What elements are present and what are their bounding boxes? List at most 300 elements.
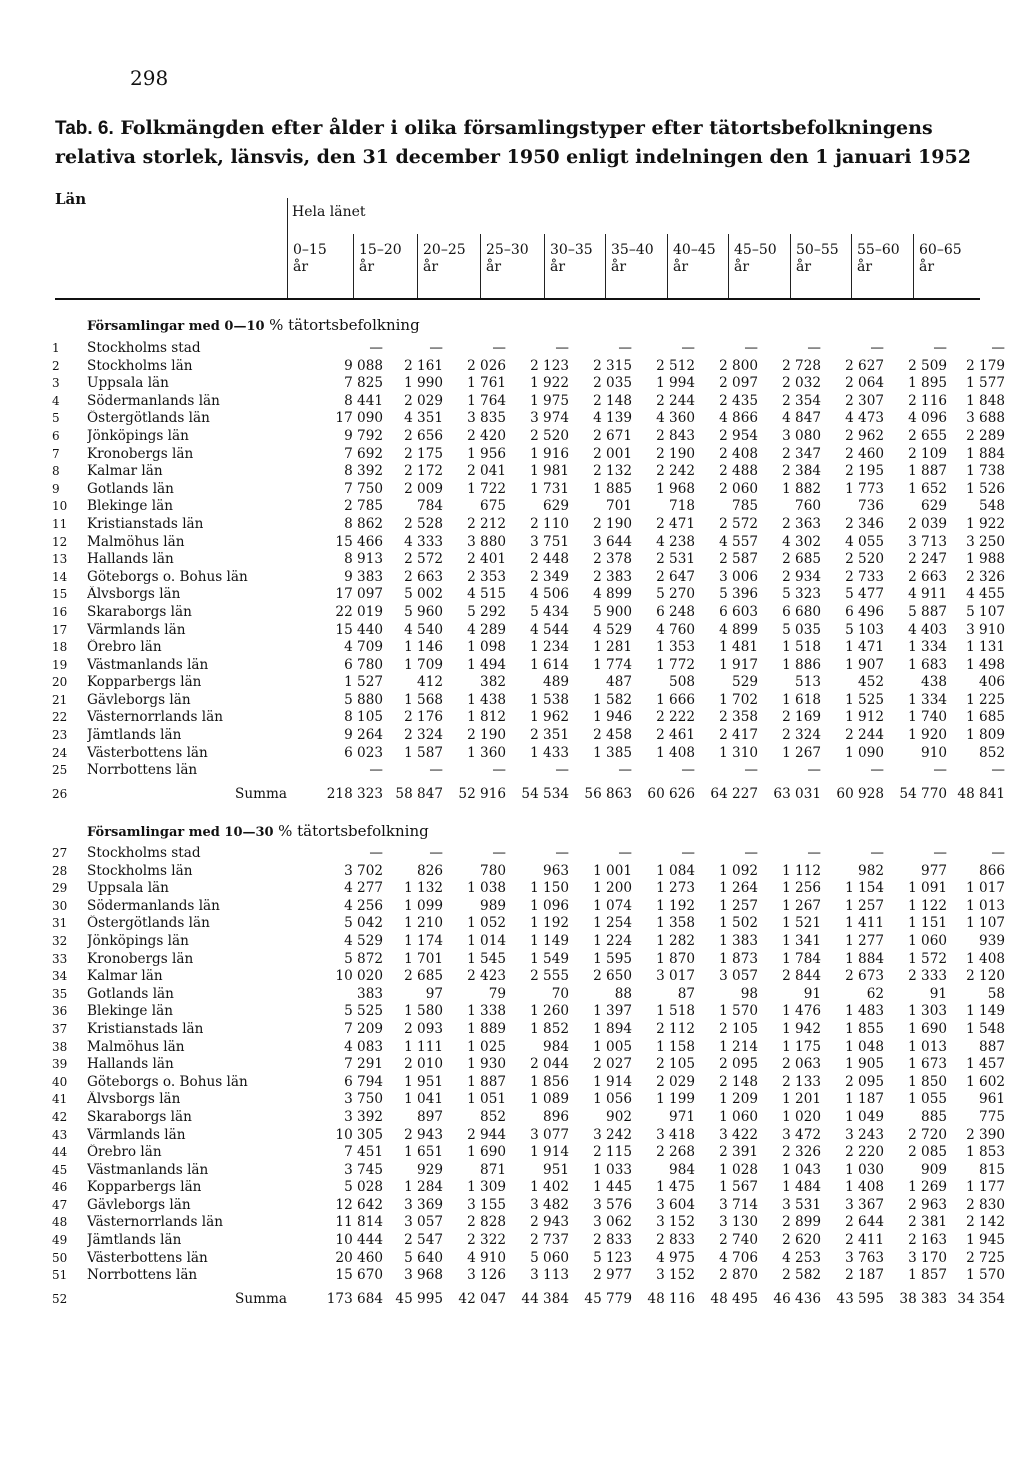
- value-cell: 1 107: [966, 915, 1005, 932]
- sum-value-cell: 58 847: [395, 786, 443, 803]
- value-cell: 2 093: [404, 1020, 443, 1037]
- value-cell: 3 369: [404, 1196, 443, 1213]
- county-name-cell: [87, 674, 293, 692]
- sum-value-cell: 46 436: [773, 1291, 821, 1308]
- value-cell: 1 577: [966, 375, 1005, 392]
- value-cell: —: [492, 340, 506, 356]
- value-cell: 2 326: [782, 1144, 821, 1161]
- table-row: [52, 1003, 1005, 1021]
- value-cell: 1 457: [966, 1056, 1005, 1073]
- value-cell: 11 814: [335, 1214, 383, 1231]
- value-cell: 887: [979, 1038, 1005, 1055]
- row-number: 45: [52, 1162, 68, 1177]
- row-number: 4: [52, 393, 60, 408]
- value-cell: 2 190: [656, 445, 695, 462]
- table-row: [52, 463, 1005, 481]
- value-cell: 1 433: [530, 744, 569, 761]
- value-cell: 885: [921, 1108, 947, 1125]
- age-range-label: 30–35: [550, 242, 593, 258]
- age-column-header: [611, 242, 654, 276]
- value-cell: 5 107: [966, 603, 1005, 620]
- county-name: Stockholms stad: [87, 340, 201, 356]
- table-row: [52, 727, 1005, 745]
- value-cell: 4 333: [404, 533, 443, 550]
- value-cell: —: [807, 762, 821, 779]
- value-cell: 1 567: [719, 1179, 758, 1196]
- section2-heading: [87, 822, 429, 840]
- age-column-header: [919, 242, 962, 276]
- value-cell: —: [618, 845, 632, 861]
- sum-value-cell: 48 495: [710, 1291, 758, 1308]
- value-cell: 1 702: [719, 691, 758, 708]
- value-cell: 2 740: [719, 1232, 758, 1249]
- value-cell: 2 187: [845, 1267, 884, 1284]
- value-cell: 5 103: [845, 621, 884, 638]
- value-cell: 1 334: [908, 639, 947, 656]
- row-number: 34: [52, 969, 68, 984]
- sum-value-cell: 52 916: [458, 786, 506, 803]
- value-cell: 1 922: [966, 515, 1005, 532]
- value-cell: 1 360: [467, 744, 506, 761]
- header-lan: Län: [55, 190, 87, 208]
- county-name: Stockholms stad: [87, 845, 201, 861]
- row-number: 47: [52, 1197, 68, 1212]
- value-cell: 2 943: [530, 1214, 569, 1231]
- row-number: 3: [52, 376, 60, 391]
- value-cell: 1 338: [467, 1003, 506, 1020]
- value-cell: —: [555, 845, 569, 861]
- value-cell: 2 572: [404, 551, 443, 568]
- value-cell: 1 273: [656, 880, 695, 897]
- value-cell: 1 981: [530, 463, 569, 480]
- table-row: [52, 692, 1005, 710]
- county-name: Gotlands län: [87, 985, 174, 1002]
- value-cell: 1 091: [908, 880, 947, 897]
- value-cell: 2 148: [719, 1073, 758, 1090]
- value-cell: 2 105: [656, 1056, 695, 1073]
- value-cell: 1 962: [530, 709, 569, 726]
- county-name: Västerbottens län: [87, 744, 208, 761]
- value-cell: 1 914: [530, 1144, 569, 1161]
- value-cell: 3 126: [467, 1267, 506, 1284]
- value-cell: 4 899: [719, 621, 758, 638]
- county-name: Jämtlands län: [87, 727, 182, 744]
- county-name: Östergötlands län: [87, 410, 210, 427]
- value-cell: 91: [929, 985, 947, 1002]
- value-cell: 1 043: [782, 1161, 821, 1178]
- table-row: [52, 880, 1005, 898]
- value-cell: 4 706: [719, 1249, 758, 1266]
- value-cell: 87: [677, 985, 695, 1002]
- value-cell: 1 092: [719, 862, 758, 879]
- age-column-header: [796, 242, 839, 276]
- value-cell: 1 518: [782, 639, 821, 656]
- value-cell: 1 945: [966, 1232, 1005, 1249]
- value-cell: —: [429, 845, 443, 861]
- value-cell: 2 032: [782, 375, 821, 392]
- value-cell: 760: [795, 498, 821, 515]
- value-cell: 1 445: [593, 1179, 632, 1196]
- county-name-cell: [87, 1127, 293, 1145]
- value-cell: 2 383: [593, 568, 632, 585]
- value-cell: 1 895: [908, 375, 947, 392]
- value-cell: 4 760: [656, 621, 695, 638]
- county-name-cell: [87, 622, 293, 640]
- age-unit-label: år: [550, 259, 566, 275]
- value-cell: 5 900: [593, 603, 632, 620]
- value-cell: 1 267: [782, 897, 821, 914]
- table-row: [52, 481, 1005, 499]
- age-column-header: [486, 242, 529, 276]
- value-cell: 866: [979, 862, 1005, 879]
- value-cell: 3 576: [593, 1196, 632, 1213]
- value-cell: 3 130: [719, 1214, 758, 1231]
- value-cell: 2 029: [404, 392, 443, 409]
- county-name-cell: [87, 481, 293, 499]
- value-cell: 2 029: [656, 1073, 695, 1090]
- column-divider: [667, 234, 668, 298]
- value-cell: 1 192: [530, 915, 569, 932]
- county-name-cell: [87, 375, 293, 393]
- value-cell: 2 322: [467, 1232, 506, 1249]
- value-cell: 1 146: [404, 639, 443, 656]
- value-cell: 1 358: [656, 915, 695, 932]
- row-number: 30: [52, 898, 68, 913]
- value-cell: 1 151: [908, 915, 947, 932]
- table-row: [52, 1197, 1005, 1215]
- value-cell: 2 582: [782, 1267, 821, 1284]
- age-range-label: 55–60: [857, 242, 900, 258]
- sum-row: [52, 780, 1005, 810]
- table-row: [52, 516, 1005, 534]
- value-cell: 4 975: [656, 1249, 695, 1266]
- value-cell: 2 977: [593, 1267, 632, 1284]
- value-cell: —: [807, 845, 821, 861]
- value-cell: 1 526: [966, 480, 1005, 497]
- value-cell: 1 549: [530, 950, 569, 967]
- value-cell: 9 383: [344, 568, 383, 585]
- value-cell: 2 828: [467, 1214, 506, 1231]
- value-cell: 1 041: [404, 1091, 443, 1108]
- county-name: Värmlands län: [87, 1126, 186, 1143]
- value-cell: 1 917: [719, 656, 758, 673]
- value-cell: —: [870, 845, 884, 861]
- value-cell: 1 572: [908, 950, 947, 967]
- county-name-cell: [87, 1267, 293, 1285]
- table-title: [55, 114, 995, 171]
- row-number: 49: [52, 1233, 68, 1248]
- value-cell: 4 277: [344, 880, 383, 897]
- county-name-cell: [87, 604, 293, 622]
- value-cell: —: [618, 340, 632, 356]
- value-cell: 1 848: [966, 392, 1005, 409]
- value-cell: 1 385: [593, 744, 632, 761]
- age-unit-label: år: [673, 259, 689, 275]
- county-name: Stockholms län: [87, 862, 193, 879]
- value-cell: 2 671: [593, 427, 632, 444]
- county-name-cell: [87, 569, 293, 587]
- value-cell: 2 349: [530, 568, 569, 585]
- value-cell: 1 132: [404, 880, 443, 897]
- value-cell: 2 324: [782, 727, 821, 744]
- value-cell: 910: [921, 744, 947, 761]
- value-cell: 1 922: [530, 375, 569, 392]
- county-name: Östergötlands län: [87, 915, 210, 932]
- value-cell: 5 880: [344, 691, 383, 708]
- value-cell: —: [991, 340, 1005, 356]
- value-cell: 2 685: [782, 551, 821, 568]
- table-row: [52, 1144, 1005, 1162]
- value-cell: 2 644: [845, 1214, 884, 1231]
- value-cell: 2 663: [908, 568, 947, 585]
- sum-value-cell: 60 626: [647, 786, 695, 803]
- value-cell: 8 913: [344, 551, 383, 568]
- sum-value-cell: 43 595: [836, 1291, 884, 1308]
- value-cell: 1 518: [656, 1003, 695, 1020]
- section2-pct: % tätortsbefolkning: [278, 822, 429, 840]
- value-cell: 1 096: [530, 897, 569, 914]
- row-number: 2: [52, 358, 60, 373]
- age-unit-label: år: [919, 259, 935, 275]
- value-cell: 70: [551, 985, 569, 1002]
- value-cell: 2 488: [719, 463, 758, 480]
- county-name: Älvsborgs län: [87, 1091, 181, 1108]
- value-cell: 5 035: [782, 621, 821, 638]
- table-row: [52, 1091, 1005, 1109]
- value-cell: 7 209: [344, 1020, 383, 1037]
- value-cell: 4 083: [344, 1038, 383, 1055]
- value-cell: 1 150: [530, 880, 569, 897]
- value-cell: 2 627: [845, 357, 884, 374]
- value-cell: 2 179: [966, 357, 1005, 374]
- value-cell: 826: [417, 862, 443, 879]
- value-cell: 15 670: [335, 1267, 383, 1284]
- value-cell: 2 116: [908, 392, 947, 409]
- value-cell: 1 990: [404, 375, 443, 392]
- county-name: Malmöhus län: [87, 533, 185, 550]
- row-number: 35: [52, 986, 68, 1001]
- value-cell: 1 481: [719, 639, 758, 656]
- value-cell: —: [369, 845, 383, 861]
- value-cell: 2 785: [344, 498, 383, 515]
- value-cell: 1 673: [908, 1056, 947, 1073]
- value-cell: —: [744, 762, 758, 779]
- row-number: 14: [52, 569, 68, 584]
- value-cell: 929: [417, 1161, 443, 1178]
- value-cell: 1 048: [845, 1038, 884, 1055]
- value-cell: 1 056: [593, 1091, 632, 1108]
- row-number: 23: [52, 728, 68, 743]
- table-row: [52, 428, 1005, 446]
- value-cell: 3 751: [530, 533, 569, 550]
- value-cell: 2 435: [719, 392, 758, 409]
- value-cell: 1 051: [467, 1091, 506, 1108]
- value-cell: 2 547: [404, 1232, 443, 1249]
- value-cell: 1 013: [908, 1038, 947, 1055]
- value-cell: 2 307: [845, 392, 884, 409]
- value-cell: —: [744, 340, 758, 356]
- value-cell: 10 020: [335, 968, 383, 985]
- column-divider: [353, 234, 354, 298]
- value-cell: 3 392: [344, 1108, 383, 1125]
- value-cell: 412: [417, 674, 443, 691]
- value-cell: 452: [858, 674, 884, 691]
- value-cell: 1 884: [845, 950, 884, 967]
- value-cell: 2 954: [719, 427, 758, 444]
- value-cell: 2 026: [467, 357, 506, 374]
- county-name: Gävleborgs län: [87, 1196, 191, 1213]
- table-row: [52, 340, 1005, 358]
- value-cell: 3 482: [530, 1196, 569, 1213]
- county-name-cell: [87, 933, 293, 951]
- county-name-cell: [87, 446, 293, 464]
- value-cell: 2 353: [467, 568, 506, 585]
- value-cell: 1 112: [782, 862, 821, 879]
- county-name-cell: [87, 915, 293, 933]
- row-number: 6: [52, 428, 60, 443]
- age-unit-label: år: [423, 259, 439, 275]
- county-name: Västernorrlands län: [87, 709, 224, 726]
- county-name: Jönköpings län: [87, 427, 189, 444]
- value-cell: 1 149: [966, 1003, 1005, 1020]
- value-cell: 1 690: [908, 1020, 947, 1037]
- value-cell: —: [870, 340, 884, 356]
- value-cell: 4 455: [966, 586, 1005, 603]
- value-cell: 1 341: [782, 932, 821, 949]
- value-cell: 5 434: [530, 603, 569, 620]
- value-cell: 951: [543, 1161, 569, 1178]
- value-cell: 1 595: [593, 950, 632, 967]
- value-cell: 4 055: [845, 533, 884, 550]
- age-column-header: [734, 242, 777, 276]
- value-cell: —: [933, 340, 947, 356]
- county-name-cell: [87, 1214, 293, 1232]
- value-cell: 2 039: [908, 515, 947, 532]
- value-cell: 5 042: [344, 915, 383, 932]
- value-cell: 1 281: [593, 639, 632, 656]
- age-unit-label: år: [796, 259, 812, 275]
- value-cell: 2 324: [404, 727, 443, 744]
- value-cell: 3 152: [656, 1214, 695, 1231]
- value-cell: 1 060: [719, 1108, 758, 1125]
- value-cell: 2 899: [782, 1214, 821, 1231]
- table-title-text: Folkmängden efter ålder i olika församlingstyper efter tätortsbefolkningens relativa storlek, länsvis, den 31 december 1950 enligt indelningen den 1 januari 1952: [55, 117, 971, 168]
- table-row: [52, 745, 1005, 763]
- value-cell: 963: [543, 862, 569, 879]
- value-cell: 1 912: [845, 709, 884, 726]
- county-name-cell: [87, 1039, 293, 1057]
- county-name-cell: [87, 1074, 293, 1092]
- age-column-header: [673, 242, 716, 276]
- county-name-cell: [87, 968, 293, 986]
- value-cell: 3 170: [908, 1249, 947, 1266]
- value-cell: 784: [417, 498, 443, 515]
- table-row: [52, 968, 1005, 986]
- sum-value-cell: 45 995: [395, 1291, 443, 1308]
- value-cell: 2 411: [845, 1232, 884, 1249]
- value-cell: 2 172: [404, 463, 443, 480]
- value-cell: —: [681, 340, 695, 356]
- value-cell: 1 916: [530, 445, 569, 462]
- table-row: [52, 498, 1005, 516]
- value-cell: 2 142: [966, 1214, 1005, 1231]
- value-cell: 2 685: [404, 968, 443, 985]
- value-cell: 8 862: [344, 515, 383, 532]
- value-cell: 2 060: [719, 480, 758, 497]
- value-cell: 2 844: [782, 968, 821, 985]
- value-cell: 2 461: [656, 727, 695, 744]
- value-cell: 1 192: [656, 897, 695, 914]
- value-cell: 1 582: [593, 691, 632, 708]
- value-cell: 2 095: [719, 1056, 758, 1073]
- value-cell: 3 367: [845, 1196, 884, 1213]
- value-cell: 1 873: [719, 950, 758, 967]
- row-number: 50: [52, 1250, 68, 1265]
- county-name: Norrbottens län: [87, 762, 198, 779]
- row-number: 33: [52, 951, 68, 966]
- value-cell: 1 049: [845, 1108, 884, 1125]
- value-cell: 1 920: [908, 727, 947, 744]
- value-cell: 1 764: [467, 392, 506, 409]
- county-name: Örebro län: [87, 1144, 162, 1161]
- value-cell: —: [681, 762, 695, 779]
- table-row: [52, 410, 1005, 428]
- age-range-label: 20–25: [423, 242, 466, 258]
- row-number: 8: [52, 464, 60, 479]
- row-number: 9: [52, 481, 60, 496]
- value-cell: 1 284: [404, 1179, 443, 1196]
- value-cell: 4 866: [719, 410, 758, 427]
- value-cell: 1 731: [530, 480, 569, 497]
- value-cell: 1 174: [404, 932, 443, 949]
- county-name-cell: [87, 340, 293, 358]
- value-cell: 2 095: [845, 1073, 884, 1090]
- value-cell: 1 310: [719, 744, 758, 761]
- value-cell: 2 520: [845, 551, 884, 568]
- value-cell: —: [744, 845, 758, 861]
- row-number: 46: [52, 1180, 68, 1195]
- value-cell: 2 512: [656, 357, 695, 374]
- value-cell: 1 852: [530, 1020, 569, 1037]
- value-cell: 1 618: [782, 691, 821, 708]
- row-number: 32: [52, 933, 68, 948]
- value-cell: 5 123: [593, 1249, 632, 1266]
- value-cell: 2 333: [908, 968, 947, 985]
- county-name-cell: [87, 534, 293, 552]
- row-number: 22: [52, 710, 68, 725]
- value-cell: 6 780: [344, 656, 383, 673]
- value-cell: 1 260: [530, 1003, 569, 1020]
- value-cell: 383: [357, 985, 383, 1002]
- value-cell: 2 420: [467, 427, 506, 444]
- value-cell: 2 620: [782, 1232, 821, 1249]
- value-cell: 2 381: [908, 1214, 947, 1231]
- value-cell: 1 408: [845, 1179, 884, 1196]
- column-divider: [851, 234, 852, 298]
- value-cell: 2 064: [845, 375, 884, 392]
- sum-value-cell: 48 841: [957, 786, 1005, 803]
- value-cell: 2 085: [908, 1144, 947, 1161]
- value-cell: 5 270: [656, 586, 695, 603]
- value-cell: 1 857: [908, 1267, 947, 1284]
- county-name: Gävleborgs län: [87, 691, 191, 708]
- column-divider: [544, 234, 545, 298]
- row-number: 28: [52, 863, 68, 878]
- value-cell: 2 035: [593, 375, 632, 392]
- value-cell: 1 914: [593, 1073, 632, 1090]
- value-cell: 3 422: [719, 1126, 758, 1143]
- county-name: Västernorrlands län: [87, 1214, 224, 1231]
